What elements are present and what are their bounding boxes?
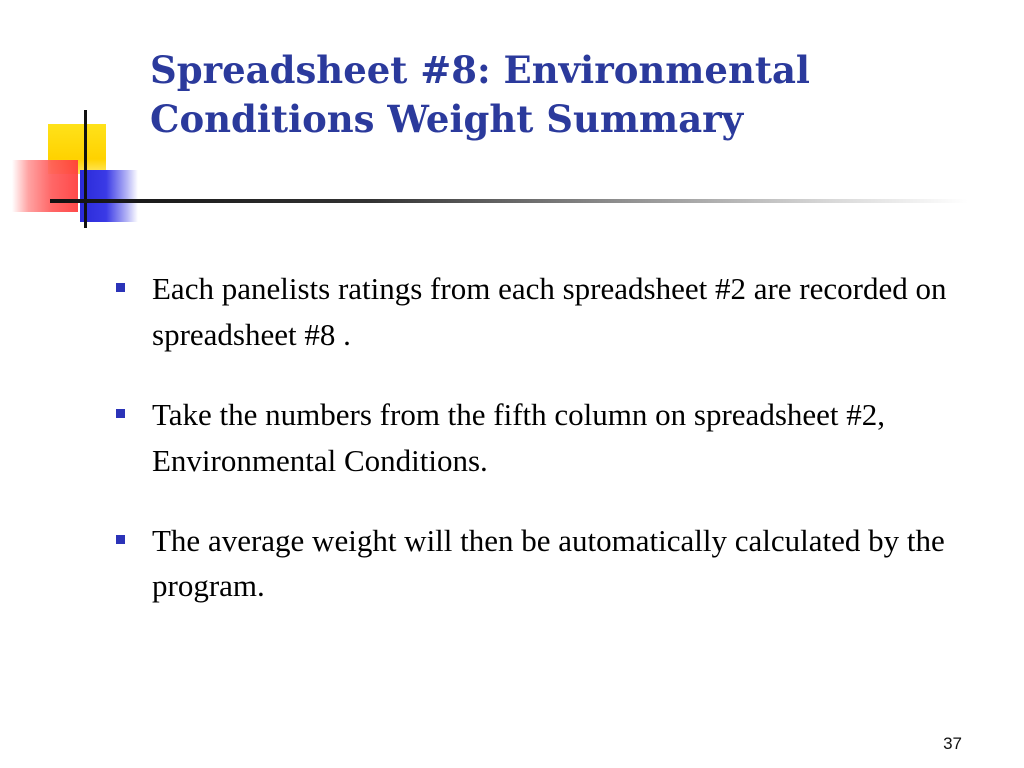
bullet-item [110, 518, 970, 610]
title-underline [50, 199, 968, 203]
slide-title [150, 46, 1010, 144]
bullet-text: Take the numbers from the fifth column on spreadsheet #2, Environmental Conditions. [152, 396, 886, 478]
square-bullet-icon [116, 283, 125, 292]
bullet-text: Each panelists ratings from each spreadsheet #2 are recorded on spreadsheet #8 . [152, 271, 947, 352]
bullet-item [110, 392, 970, 484]
logo-red-square [12, 160, 78, 212]
bullet-text: The average weight will then be automatically calculated by the program. [152, 522, 945, 604]
logo-blue-square [80, 170, 138, 222]
slide-title-line-2: Conditions Weight Summary [150, 97, 744, 142]
bullet-item [110, 266, 970, 358]
bullet-list [110, 266, 970, 643]
square-bullet-icon [116, 409, 125, 418]
page-number: 37 [943, 734, 962, 753]
logo-vertical-line [84, 110, 87, 228]
square-bullet-icon [116, 535, 125, 544]
slide-title-line-1: Spreadsheet #8: Environmental [150, 48, 810, 92]
